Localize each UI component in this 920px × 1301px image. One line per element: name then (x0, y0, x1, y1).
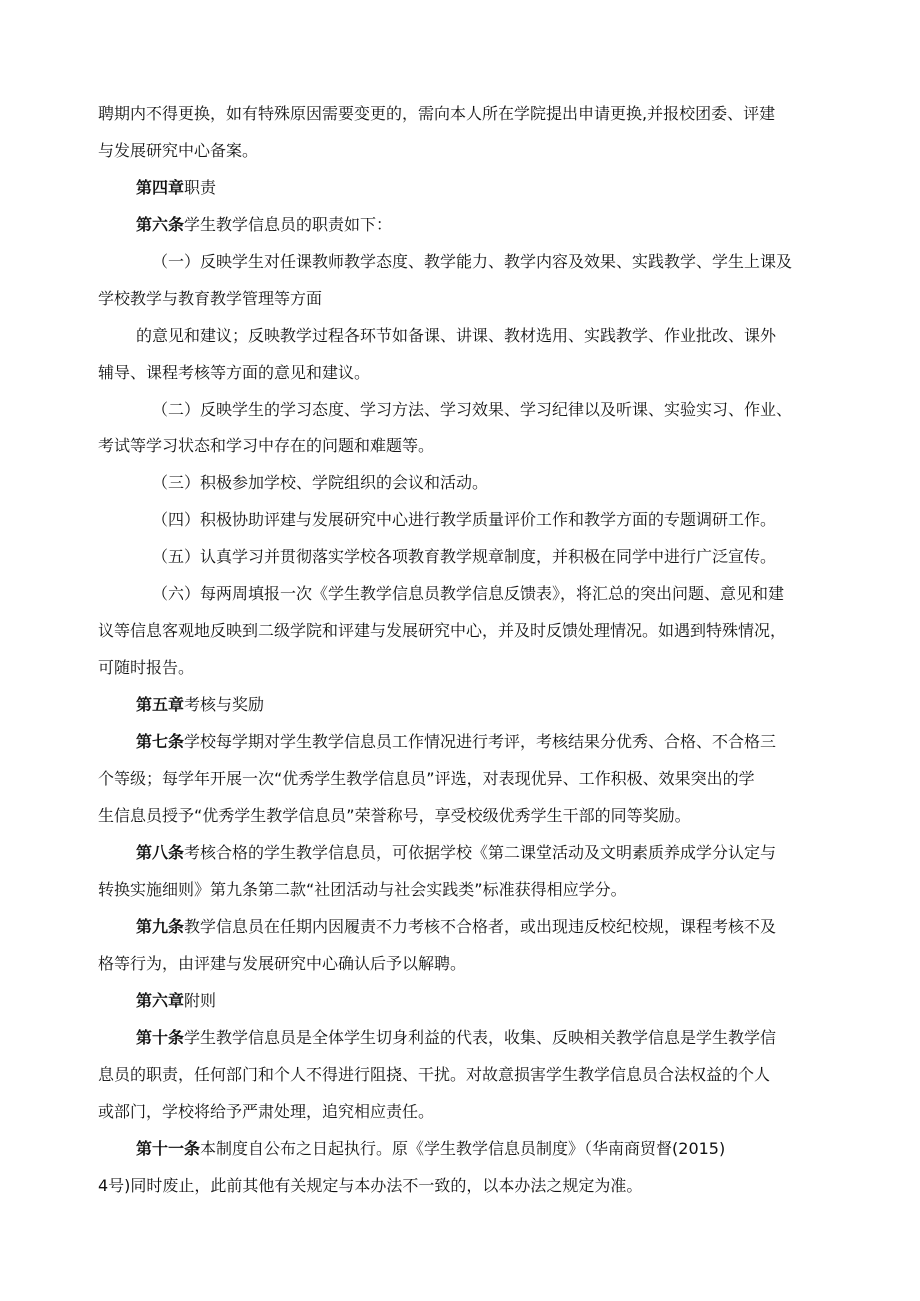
paragraph-line: 聘期内不得更换，如有特殊原因需要变更的，需向本人所在学院提出申请更换,并报校团委、评建 (98, 104, 776, 123)
chapter-number: 第四章 (136, 178, 185, 197)
chapter-number: 第六章 (136, 991, 185, 1010)
paragraph-line: （五）认真学习并贯彻落实学校各项教育教学规章制度，并积极在同学中进行广泛宣传。 (152, 547, 777, 566)
article-line (136, 732, 776, 752)
article-line (136, 1028, 776, 1048)
paragraph-line: 的意见和建议；反映教学过程各环节如备课、讲课、教材选用、实践教学、作业批改、课外 (136, 326, 777, 345)
article-line (136, 843, 776, 863)
paragraph-line: 辅导、课程考核等方面的意见和建议。 (98, 363, 371, 382)
paragraph-line: （二）反映学生的学习态度、学习方法、学习效果、学习纪律以及听课、实验实习、作业、 (152, 400, 793, 419)
chapter-heading (136, 178, 216, 198)
paragraph-line: 学校教学与教育教学管理等方面 (98, 289, 323, 308)
paragraph-line: （三）积极参加学校、学院组织的会议和活动。 (152, 473, 489, 492)
paragraph-line: 或部门，学校将给予严肃处理，追究相应责任。 (98, 1102, 435, 1121)
paragraph-line: （六）每两周填报一次《学生教学信息员教学信息反馈表》，将汇总的突出问题、意见和建 (152, 584, 785, 603)
article-text: 教学信息员在任期内因履责不力考核不合格者，或出现违反校纪校规，课程考核不及 (184, 917, 777, 936)
chapter-title: 职责 (184, 178, 217, 197)
article-line (136, 1139, 725, 1159)
article-number: 第七条 (136, 732, 185, 751)
paragraph-line: （四）积极协助评建与发展研究中心进行教学质量评价工作和教学方面的专题调研工作。 (152, 510, 777, 529)
article-line (136, 917, 776, 937)
paragraph-line: 议等信息客观地反映到二级学院和评建与发展研究中心，并及时反馈处理情况。如遇到特殊情况， (98, 621, 787, 640)
paragraph-line: 个等级；每学年开展一次“优秀学生教学信息员”评选，对表现优异、工作积极、效果突出的学 (98, 769, 755, 788)
paragraph-line: 与发展研究中心备案。 (98, 141, 259, 160)
article-text: 学生教学信息员的职责如下： (184, 215, 393, 234)
article-text: 考核合格的学生教学信息员，可依据学校《第二课堂活动及文明素质养成学分认定与 (184, 843, 777, 862)
article-line (136, 215, 392, 235)
paragraph-line: 格等行为，由评建与发展研究中心确认后予以解聘。 (98, 954, 467, 973)
paragraph-line: 可随时报告。 (98, 658, 195, 677)
paragraph-line: （一）反映学生对任课教师教学态度、教学能力、教学内容及效果、实践教学、学生上课及 (152, 252, 793, 271)
article-text: 学生教学信息员是全体学生切身利益的代表，收集、反映相关教学信息是学生教学信 (184, 1028, 777, 1047)
paragraph-line: 4号)同时废止，此前其他有关规定与本办法不一致的，以本办法之规定为准。 (98, 1176, 643, 1195)
paragraph-line: 生信息员授予“优秀学生教学信息员”荣誉称号，享受校级优秀学生干部的同等奖励。 (98, 806, 691, 825)
paragraph-line: 考试等学习状态和学习中存在的问题和难题等。 (98, 436, 435, 455)
article-number: 第六条 (136, 215, 185, 234)
paragraph-line: 转换实施细则》第九条第二款“社团活动与社会实践类”标准获得相应学分。 (98, 880, 627, 899)
chapter-heading (136, 991, 216, 1011)
chapter-title: 附则 (184, 991, 217, 1010)
chapter-heading (136, 695, 264, 715)
article-number: 第九条 (136, 917, 185, 936)
paragraph-line: 息员的职责，任何部门和个人不得进行阻挠、干扰。对故意损害学生教学信息员合法权益的个人 (98, 1065, 771, 1084)
article-text: 本制度自公布之日起执行。原《学生教学信息员制度》（华南商贸督(2015) (200, 1139, 726, 1158)
article-number: 第十条 (136, 1028, 185, 1047)
chapter-title: 考核与奖励 (184, 695, 265, 714)
article-number: 第十一条 (136, 1139, 201, 1158)
article-text: 学校每学期对学生教学信息员工作情况进行考评，考核结果分优秀、合格、不合格三 (184, 732, 777, 751)
chapter-number: 第五章 (136, 695, 185, 714)
article-number: 第八条 (136, 843, 185, 862)
